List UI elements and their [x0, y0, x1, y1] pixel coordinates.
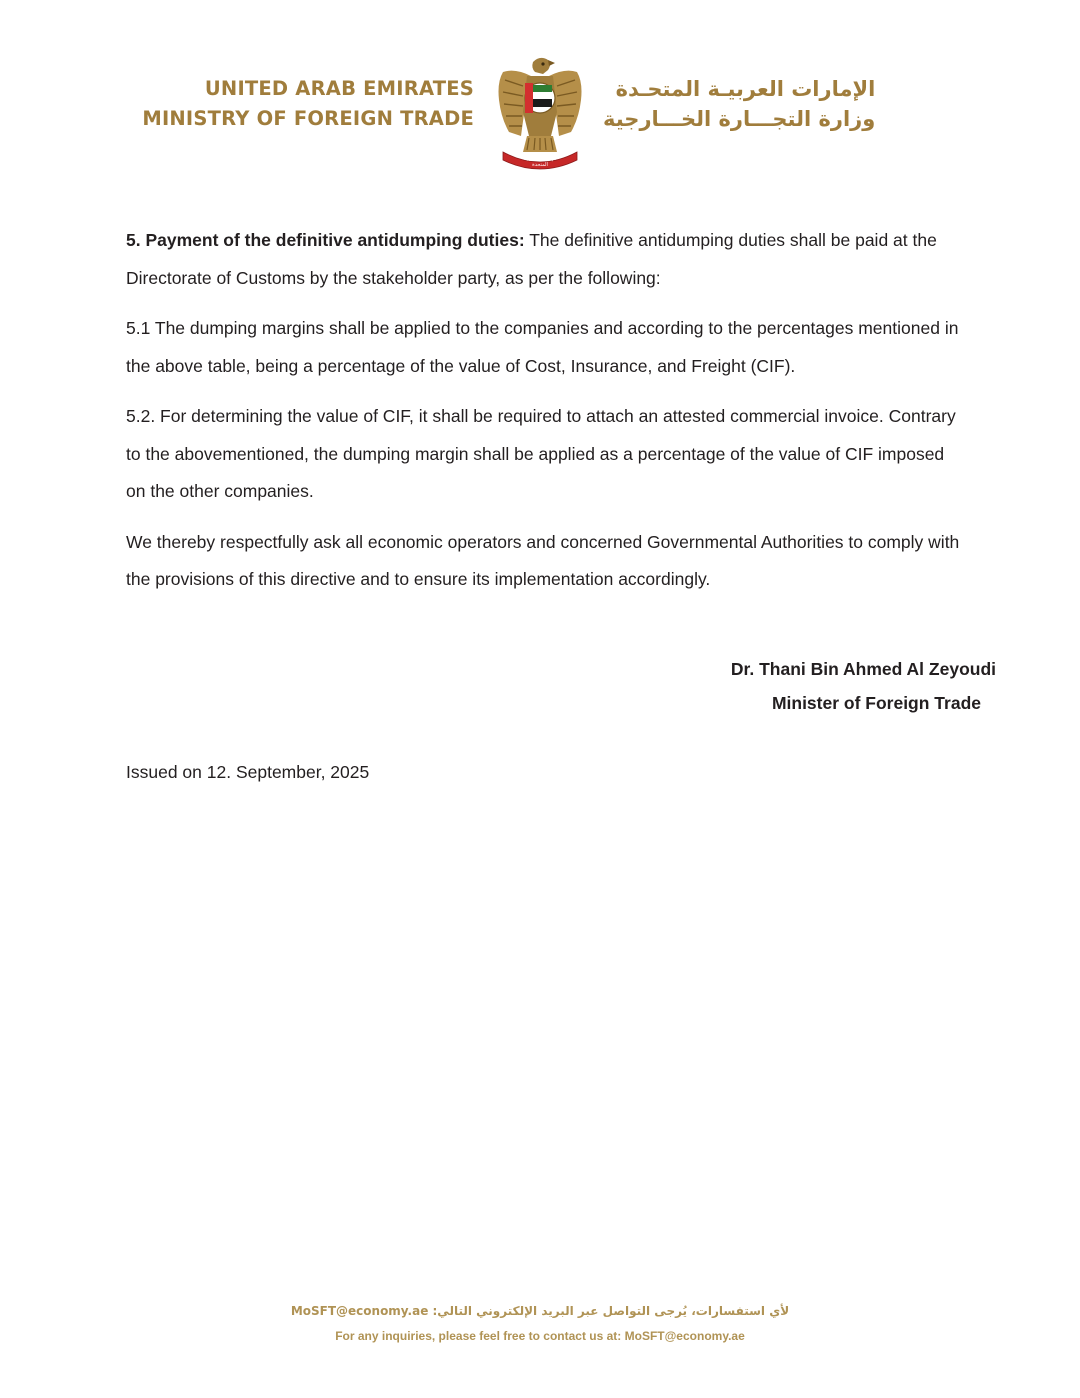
letterhead-arabic	[603, 74, 875, 134]
section-5-2: 5.2. For determining the value of CIF, it shall be required to attach an attested commercial invoice. Contrary to the abovementioned, the dumping margin shall be applied as a percentage of the value of CIF imposed on the other companies.	[126, 406, 956, 501]
country-name-ar: الإمارات العربيـة المتحـدة	[615, 77, 876, 101]
letterhead	[0, 52, 1080, 177]
emblem-scroll-text: الإمارات العربية المتحدة	[523, 156, 557, 168]
signatory-name: Dr. Thani Bin Ahmed Al Zeyoudi	[730, 659, 996, 679]
section-5-heading: 5. Payment of the definitive antidumping duties:	[126, 230, 525, 250]
directive-body	[126, 222, 964, 612]
section-5-text: The definitive antidumping duties shall be paid at the Directorate of Customs by the stakeholder party, as per the following:	[126, 230, 937, 288]
section-5-1: 5.1 The dumping margins shall be applied to the companies and according to the percentages mentioned in the above table, being a percentage of the value of Cost, Insurance, and Freight (CIF).	[126, 318, 959, 376]
section-5	[126, 222, 964, 297]
signature-block	[731, 652, 996, 720]
footer-contact-ar: لأي استفسارات، يُرجى التواصل عبر البريد الإلكتروني التالي: MoSFT@economy.ae	[290, 1304, 790, 1318]
ministry-name-ar: وزارة التجـــارة الخـــارجية	[603, 107, 876, 131]
signatory-title: Minister of Foreign Trade	[771, 693, 981, 713]
letterhead-english	[142, 74, 474, 134]
issue-date: Issued on 12. September, 2025	[126, 762, 370, 782]
footer-contact-en: For any inquiries, please feel free to contact us at: MoSFT@economy.ae	[335, 1329, 745, 1343]
country-name-en: UNITED ARAB EMIRATES	[204, 77, 474, 100]
closing-paragraph: We thereby respectfully ask all economic operators and concerned Governmental Authorities to comply with the provisions of this directive and to ensure its implementation accordingly.	[126, 531, 960, 589]
footer	[0, 1299, 1080, 1349]
ministry-name-en: MINISTRY OF FOREIGN TRADE	[142, 107, 474, 130]
